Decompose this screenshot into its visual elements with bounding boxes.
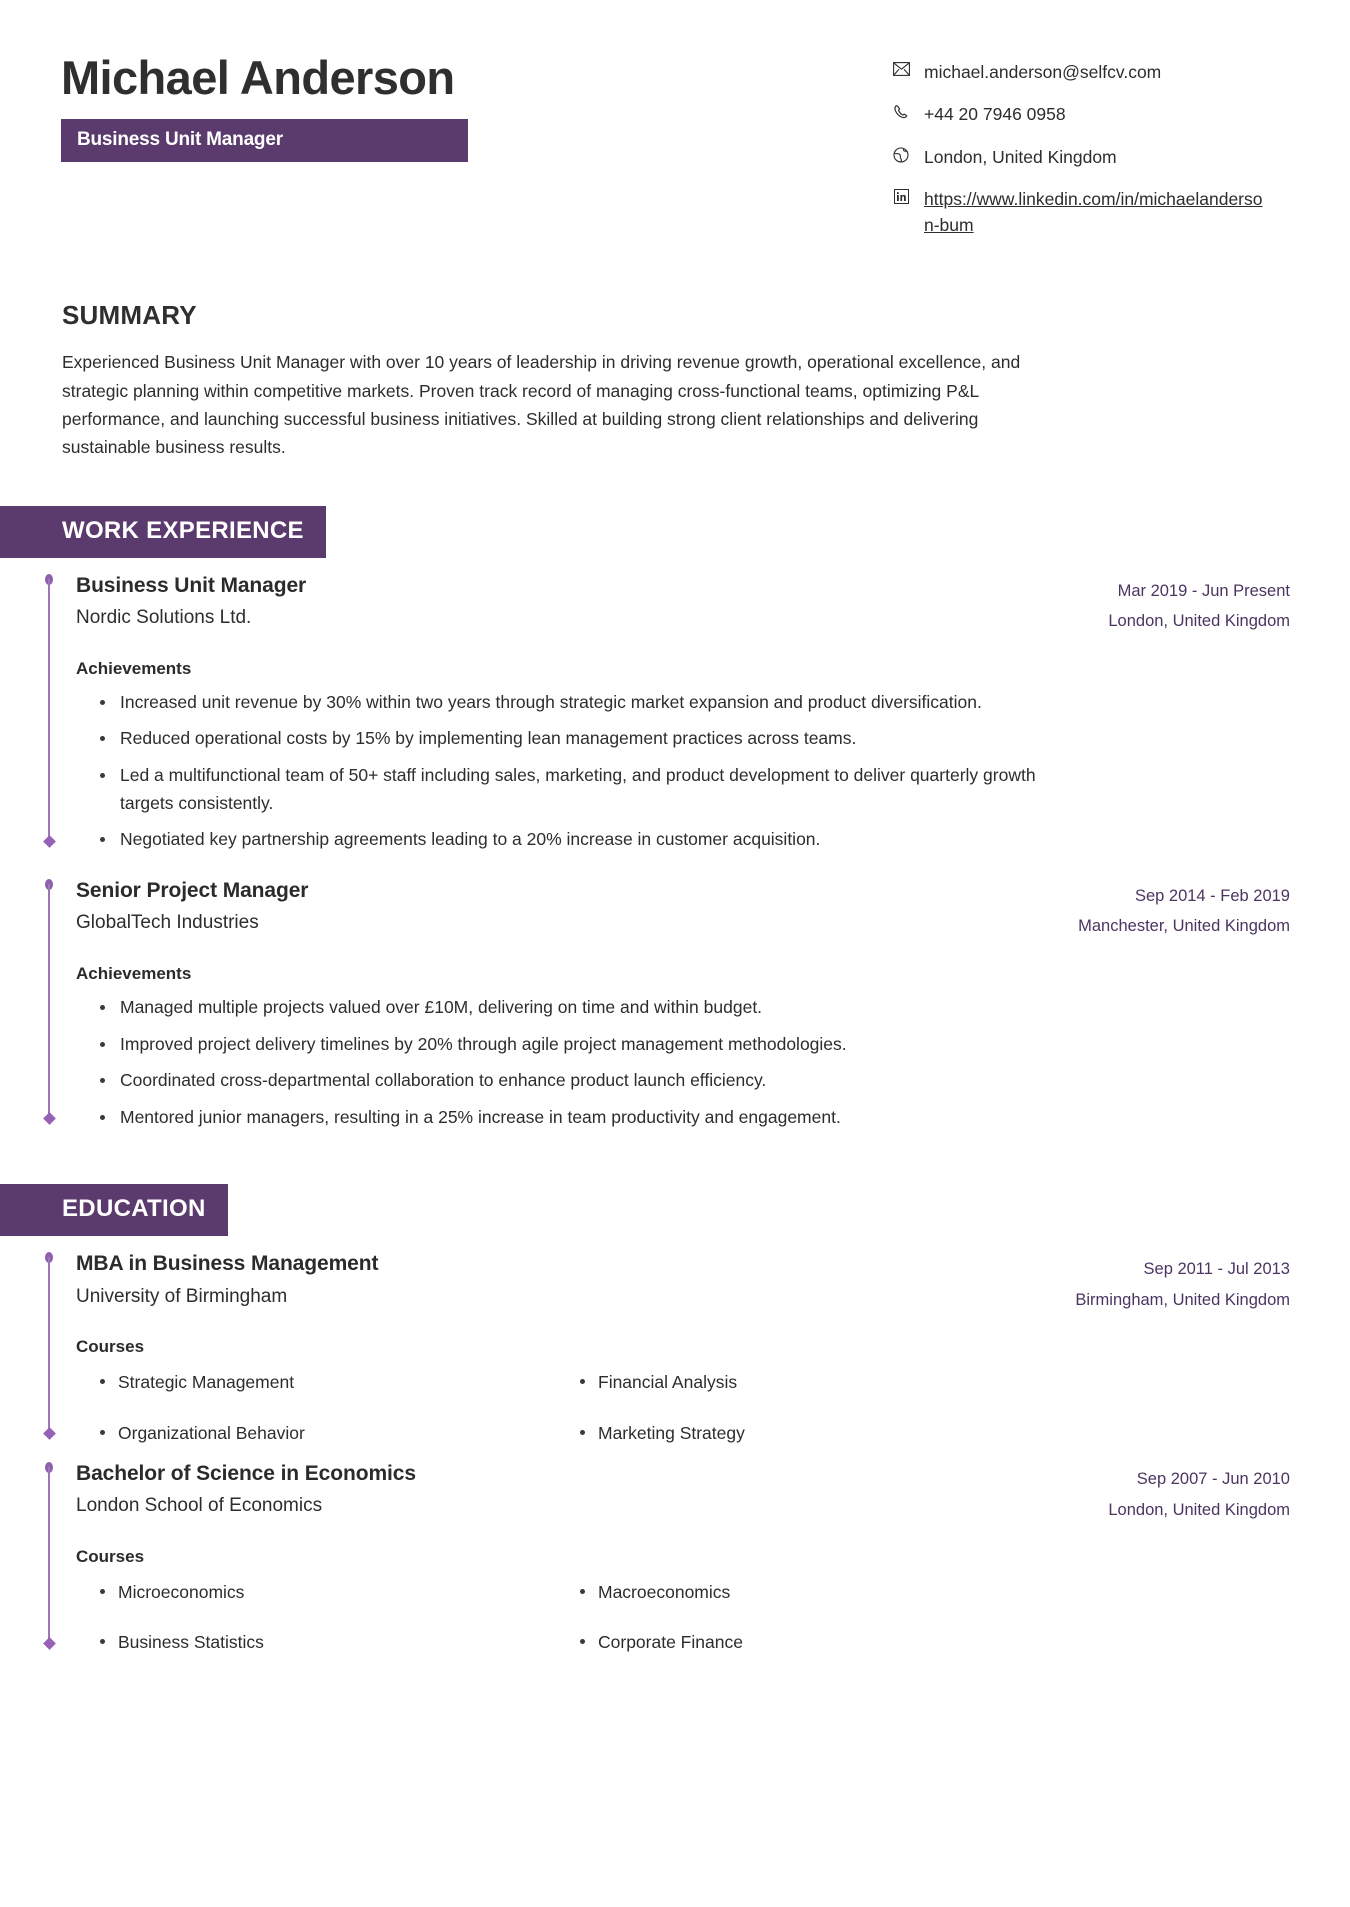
list-item: Strategic Management (118, 1369, 598, 1395)
summary-text: Experienced Business Unit Manager with over 10 years of leadership in driving revenue growth, operational excellence, and strategic planning within competitive markets. Proven track record of managing cross-functional teams, optimizing P&L performance, and launching successful business initiatives. Skilled at building strong client relationships and delivering sustainable business results. (62, 352, 1021, 458)
education-entry-header (62, 1460, 1290, 1525)
contact-list (890, 52, 1290, 254)
list-item: Reduced operational costs by 15% by implementing lean management practices across teams. (118, 725, 1048, 753)
work-entry-role: Business Unit Manager (76, 573, 307, 597)
header-identity (60, 52, 600, 162)
list-item: Organizational Behavior (118, 1420, 598, 1446)
list-item: Increased unit revenue by 30% within two years through strategic market expansion and product diversification. (118, 689, 1048, 717)
work-entry-dates: Mar 2019 - Jun Present (1117, 581, 1290, 600)
work-entry-dates: Sep 2014 - Feb 2019 (1134, 886, 1290, 905)
work-entry-sublabel: Achievements (76, 963, 192, 983)
envelope-icon (890, 59, 912, 76)
education-entry-courses (62, 1579, 1290, 1656)
contact-email-text: michael.anderson@selfcv.com (924, 62, 1162, 82)
timeline-marker (44, 1252, 54, 1438)
work-entry-bullets (62, 994, 1290, 1132)
work-entry (44, 558, 1290, 854)
timeline-marker (44, 879, 54, 1124)
list-item: Negotiated key partnership agreements leading to a 20% increase in customer acquisition. (118, 826, 1048, 854)
education-entry (44, 1446, 1290, 1656)
work-entry-location: London, United Kingdom (1108, 612, 1290, 631)
page-title: Michael Anderson (61, 51, 455, 104)
work-entry-header (62, 572, 1290, 637)
education-entry-degree: MBA in Business Management (76, 1252, 379, 1276)
contact-location-text: London, United Kingdom (924, 146, 1117, 167)
work-entry-sublabel: Achievements (76, 658, 192, 678)
education-entry-sublabel: Courses (76, 1337, 145, 1357)
education-entry-courses (62, 1369, 1290, 1446)
list-item: Managed multiple projects valued over £10M, delivering on time and within budget. (118, 994, 1048, 1022)
work-experience-section (0, 462, 1350, 558)
education-heading: EDUCATION (0, 1184, 228, 1236)
summary-heading: SUMMARY (62, 300, 197, 331)
education-entry-sublabel: Courses (76, 1547, 145, 1567)
linkedin-icon (890, 186, 912, 204)
education-entry (44, 1236, 1290, 1446)
list-item: Financial Analysis (598, 1369, 1290, 1395)
work-entry-header (62, 877, 1290, 942)
globe-icon (890, 144, 912, 163)
education-entry-institution: University of Birmingham (76, 1285, 288, 1307)
list-item: Coordinated cross-departmental collaboration to enhance product launch efficiency. (118, 1067, 1048, 1095)
contact-location[interactable] (890, 144, 1290, 170)
list-item: Improved project delivery timelines by 20% through agile project management methodologies. (118, 1031, 1048, 1059)
education-section (0, 1140, 1350, 1236)
work-entry-organization: Nordic Solutions Ltd. (76, 606, 252, 628)
resume-header (0, 0, 1350, 254)
education-entry-dates: Sep 2011 - Jul 2013 (1143, 1260, 1290, 1279)
education-entry-institution: London School of Economics (76, 1495, 323, 1517)
list-item: Led a multifunctional team of 50+ staff including sales, marketing, and product development to deliver quarterly growth targets consistently. (118, 762, 1048, 817)
phone-icon (890, 101, 912, 120)
contact-email[interactable] (890, 59, 1290, 85)
education-entry-location: London, United Kingdom (1108, 1500, 1290, 1519)
timeline-marker (44, 574, 54, 846)
work-experience-heading: WORK EXPERIENCE (0, 506, 326, 558)
education-entry-dates: Sep 2007 - Jun 2010 (1136, 1469, 1290, 1488)
work-entry-bullets (62, 689, 1290, 854)
list-item: Mentored junior managers, resulting in a 25% increase in team productivity and engagement. (118, 1104, 1048, 1132)
list-item: Business Statistics (118, 1629, 598, 1655)
education-entry-degree: Bachelor of Science in Economics (76, 1461, 416, 1485)
contact-linkedin[interactable] (890, 186, 1290, 239)
education-entries (0, 1236, 1350, 1655)
job-title-badge: Business Unit Manager (61, 119, 468, 162)
contact-phone-text: +44 20 7946 0958 (924, 104, 1066, 125)
list-item: Corporate Finance (598, 1629, 1290, 1655)
education-entry-header (62, 1250, 1290, 1315)
contact-phone[interactable] (890, 101, 1290, 127)
work-entry-location: Manchester, United Kingdom (1078, 917, 1290, 936)
work-experience-entries (0, 558, 1350, 1132)
summary-section (0, 254, 1350, 461)
work-entry (44, 863, 1290, 1132)
work-entry-role: Senior Project Manager (76, 878, 309, 902)
list-item: Macroeconomics (598, 1579, 1290, 1605)
education-entry-location: Birmingham, United Kingdom (1075, 1290, 1290, 1309)
list-item: Microeconomics (118, 1579, 598, 1605)
contact-linkedin-text[interactable]: https://www.linkedin.com/in/michaelanderson-bum (924, 188, 1263, 235)
work-entry-organization: GlobalTech Industries (76, 912, 259, 934)
list-item: Marketing Strategy (598, 1420, 1290, 1446)
timeline-marker (44, 1462, 54, 1648)
